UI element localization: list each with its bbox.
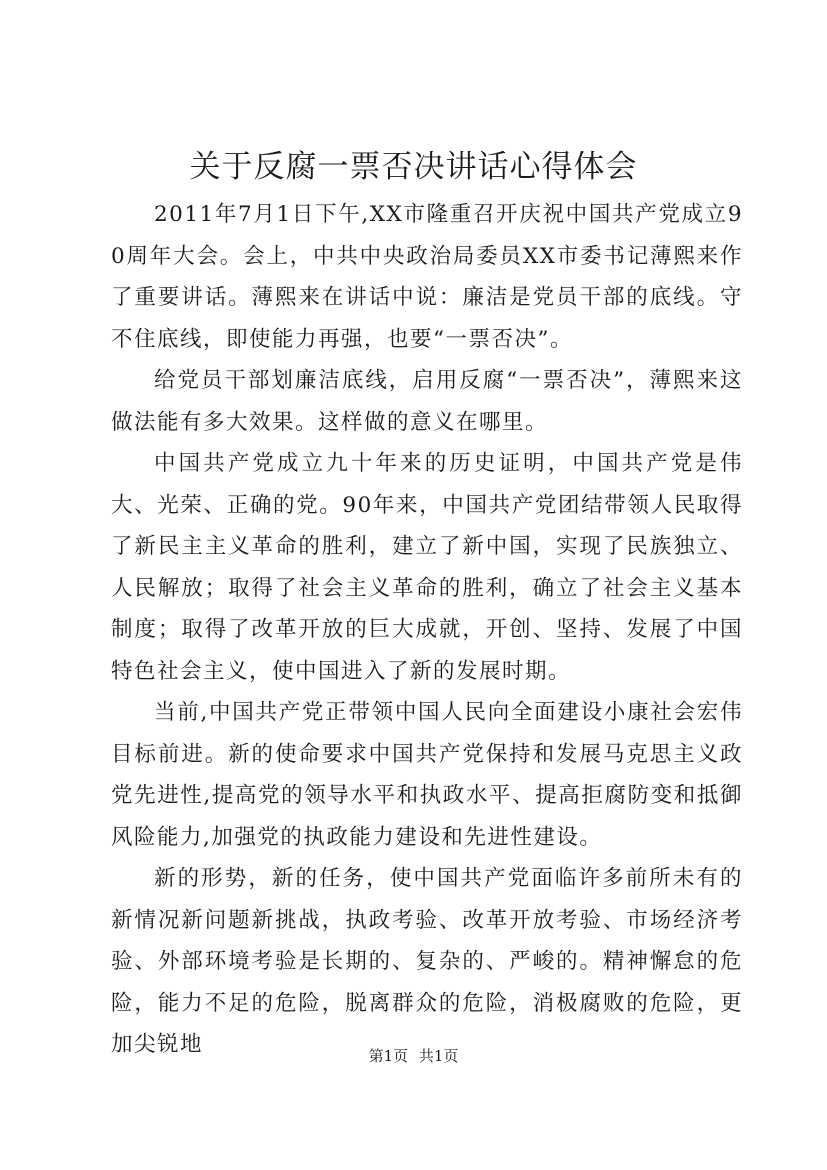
paragraph-2: 给党员干部划廉洁底线，启用反腐“一票否决”，薄熙来这做法能有多大效果。这样做的意义在哪里。 [111, 368, 743, 435]
page-number-total: 共1页 [418, 1047, 459, 1065]
document-body [111, 194, 743, 1066]
paragraph-4: 当前,中国共产党正带领中国人民向全面建设小康社会宏伟目标前进。新的使命要求中国共产党保持和发展马克思主义政党先进性,提高党的领导水平和执政水平、提高拒腐防变和抵御风险能力,加强党的执政能力建设和先进性建设。 [111, 700, 743, 850]
paragraph-3: 中国共产党成立九十年来的历史证明，中国共产党是伟大、光荣、正确的党。90年来，中国共产党团结带领人民取得了新民主主义革命的胜利，建立了新中国，实现了民族独立、人民解放；取得了社会主义革命的胜利，确立了社会主义基本制度；取得了改革开放的巨大成就，开创、坚持、发展了中国特色社会主义，使中国进入了新的发展时期。 [111, 451, 743, 684]
paragraph-1: 2011年7月1日下午,XX市隆重召开庆祝中国共产党成立90周年大会。会上，中共中央政治局委员XX市委书记薄熙来作了重要讲话。薄熙来在讲话中说：廉洁是党员干部的底线。守不住底线，即使能力再强，也要“一票否决”。 [111, 202, 743, 352]
page-footer [0, 1044, 827, 1068]
paragraph-5: 新的形势，新的任务，使中国共产党面临许多前所未有的新情况新问题新挑战，执政考验、改革开放考验、市场经济考验、外部环境考验是长期的、复杂的、严峻的。精神懈怠的危险，能力不足的危险，脱离群众的危险，消极腐败的危险，更加尖锐地 [111, 866, 743, 1057]
document-title: 关于反腐一票否决讲话心得体会 [189, 149, 638, 185]
page-number-current: 第1页 [368, 1047, 409, 1065]
